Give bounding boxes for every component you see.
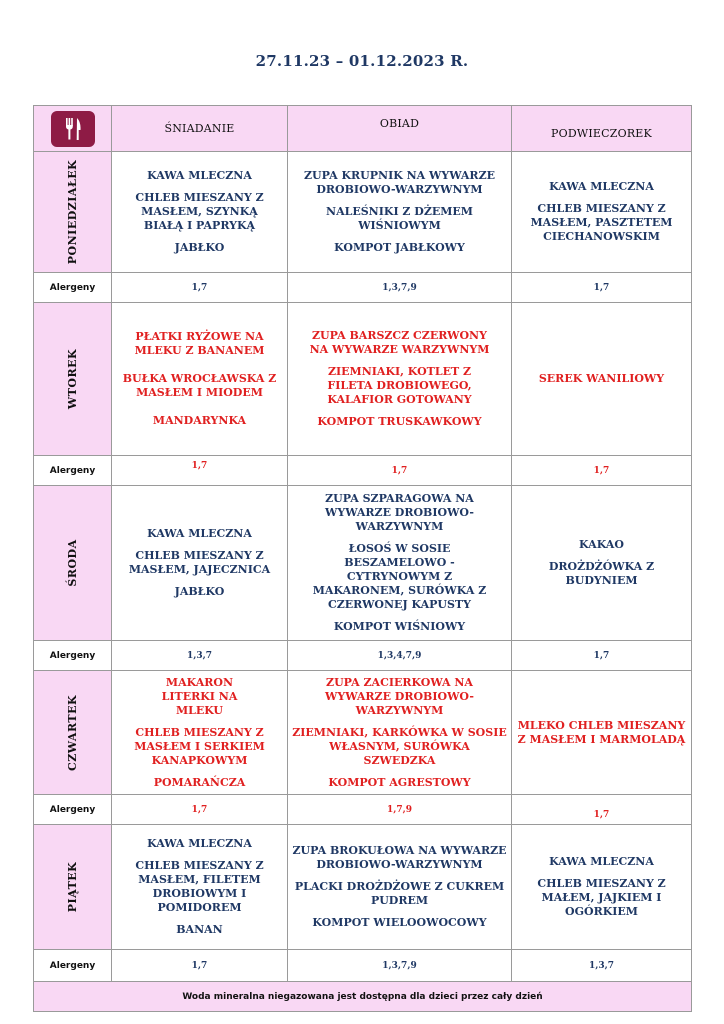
dish: BANAN	[176, 923, 223, 936]
dish: PŁATKI RYŻOWE NA MLEKU Z BANANEM	[134, 330, 265, 357]
header-snack	[512, 106, 692, 152]
logo-cell	[34, 106, 112, 152]
day-row-tuesday	[34, 303, 692, 456]
dish: CHLEB MIESZANY Z MASŁEM, JAJECZNICA	[128, 549, 271, 576]
day-row-friday	[34, 825, 692, 950]
lunch-cell	[288, 825, 512, 950]
dish: ZUPA ZACIERKOWA NA WYWARZE DROBIOWO-WARZYWNYM	[325, 675, 474, 717]
day-name: PIĄTEK	[65, 861, 79, 913]
snack-cell	[512, 152, 692, 273]
lunch-cell	[288, 303, 512, 456]
lunch-cell	[288, 152, 512, 273]
dish: KAKAO	[579, 538, 624, 551]
dish: CHLEB MIESZANY Z MASŁEM, SZYNKĄ BIAŁĄ I PAPRYKĄ	[135, 191, 264, 232]
allergens-label: Alergeny	[34, 641, 112, 671]
dish: CHLEB MIESZANY Z MASŁEM I SERKIEM KANAPKOWYM	[134, 725, 265, 767]
header-breakfast: ŚNIADANIE	[112, 106, 288, 152]
header-row	[34, 106, 692, 152]
allergens-row-tuesday	[34, 456, 692, 486]
header-snack-label: PODWIECZOREK	[551, 126, 652, 140]
snack-cell	[512, 671, 692, 795]
dish: KAWA MLECZNA	[549, 180, 654, 193]
page-title: 27.11.23 – 01.12.2023 R.	[255, 52, 469, 70]
allergens-breakfast: 1,7	[112, 950, 288, 982]
day-cell-friday	[34, 825, 112, 950]
header-lunch	[288, 106, 512, 152]
dish: KAWA MLECZNA	[549, 855, 654, 868]
allergens-value: 1,7	[593, 809, 610, 820]
allergens-lunch: 1,7	[288, 456, 512, 486]
day-cell-tuesday	[34, 303, 112, 456]
allergens-row-thursday	[34, 795, 692, 825]
header-lunch-label: OBIAD	[379, 116, 420, 130]
allergens-lunch: 1,3,7,9	[288, 950, 512, 982]
breakfast-cell	[112, 486, 288, 641]
menu-table	[33, 105, 692, 1012]
dish: CHLEB MIESZANY Z MASŁEM, PASZTETEM CIECHANOWSKIM	[530, 202, 673, 243]
dish: KAWA MLECZNA	[147, 169, 252, 182]
footer-row	[34, 982, 692, 1012]
snack-cell	[512, 825, 692, 950]
dish: KOMPOT JABŁKOWY	[334, 241, 465, 254]
allergens-breakfast: 1,3,7	[112, 641, 288, 671]
footer-note: Woda mineralna niegazowana jest dostępna dla dzieci przez cały dzień	[34, 982, 692, 1012]
dish: KOMPOT WIELOOWOCOWY	[312, 916, 487, 929]
dish: KAWA MLECZNA	[147, 837, 252, 850]
allergens-snack: 1,7	[512, 456, 692, 486]
breakfast-cell	[112, 825, 288, 950]
allergens-label: Alergeny	[34, 795, 112, 825]
dish: ZUPA SZPARAGOWA NA WYWARZE DROBIOWO-WARZYWNYM	[325, 492, 474, 533]
allergens-row-monday	[34, 273, 692, 303]
dish: BUŁKA WROCŁAWSKA Z MASŁEM I MIODEM	[122, 372, 277, 399]
allergens-snack: 1,3,7	[512, 950, 692, 982]
dish: JABŁKO	[174, 241, 225, 254]
allergens-lunch: 1,3,7,9	[288, 273, 512, 303]
dish: NALEŚNIKI Z DŻEMEM WIŚNIOWYM	[326, 205, 473, 232]
allergens-row-friday	[34, 950, 692, 982]
lunch-cell	[288, 671, 512, 795]
dish: MANDARYNKA	[152, 414, 247, 427]
allergens-label: Alergeny	[34, 950, 112, 982]
allergens-snack: 1,7	[512, 273, 692, 303]
day-name: PONIEDZIAŁEK	[65, 159, 79, 265]
day-name: ŚRODA	[65, 539, 79, 587]
day-name: CZWARTEK	[65, 694, 79, 771]
allergens-lunch: 1,7,9	[288, 795, 512, 825]
day-cell-wednesday	[34, 486, 112, 641]
allergens-value: 1,7	[191, 460, 208, 471]
dish: DROŻDŻÓWKA Z BUDYNIEM	[548, 560, 655, 587]
allergens-breakfast: 1,7	[112, 273, 288, 303]
breakfast-cell	[112, 152, 288, 273]
dish: KOMPOT TRUSKAWKOWY	[317, 415, 482, 428]
dish: PLACKI DROŻDŻOWE Z CUKREM PUDREM	[294, 880, 505, 907]
day-cell-thursday	[34, 671, 112, 795]
dish: JABŁKO	[174, 585, 225, 598]
fork-knife-icon	[51, 111, 95, 147]
allergens-breakfast: 1,7	[112, 795, 288, 825]
dish: SEREK WANILIOWY	[538, 372, 665, 385]
day-cell-monday	[34, 152, 112, 273]
lunch-cell	[288, 486, 512, 641]
snack-cell	[512, 303, 692, 456]
day-row-monday	[34, 152, 692, 273]
breakfast-cell	[112, 303, 288, 456]
dish: KOMPOT WIŚNIOWY	[333, 620, 466, 633]
dish: ZUPA BROKUŁOWA NA WYWARZE DROBIOWO-WARZYWNYM	[292, 844, 507, 871]
breakfast-cell	[112, 671, 288, 795]
allergens-breakfast	[112, 456, 288, 486]
dish: ZIEMNIAKI, KOTLET Z FILETA DROBIOWEGO, KALAFIOR GOTOWANY	[327, 365, 472, 406]
dish: POMARAŃCZA	[153, 775, 246, 789]
allergens-snack	[512, 795, 692, 825]
dish: MAKARON LITERKI NA MLEKU	[161, 675, 238, 717]
dish: CHLEB MIESZANY Z MASŁEM, FILETEM DROBIOWYM I POMIDOREM	[135, 859, 264, 914]
dish: ZUPA BARSZCZ CZERWONY NA WYWARZE WARZYWNYM	[309, 329, 490, 356]
day-name: WTOREK	[65, 348, 79, 410]
allergens-snack: 1,7	[512, 641, 692, 671]
dish: KAWA MLECZNA	[147, 527, 252, 540]
allergens-lunch: 1,3,4,7,9	[288, 641, 512, 671]
allergens-label: Alergeny	[34, 273, 112, 303]
day-row-wednesday	[34, 486, 692, 641]
day-row-thursday	[34, 671, 692, 795]
dish: MLEKO CHLEB MIESZANY Z MASŁEM I MARMOLADĄ	[517, 718, 686, 746]
allergens-row-wednesday	[34, 641, 692, 671]
dish: ZUPA KRUPNIK NA WYWARZE DROBIOWO-WARZYWNYM	[304, 169, 495, 196]
allergens-label: Alergeny	[34, 456, 112, 486]
dish: CHLEB MIESZANY Z MAŁEM, JAJKIEM I OGÓRKIEM	[537, 877, 666, 918]
snack-cell	[512, 486, 692, 641]
dish: ŁOSOŚ W SOSIE BESZAMELOWO - CYTRYNOWYM Z MAKARONEM, SURÓWKA Z CZERWONEJ KAPUSTY	[312, 542, 487, 611]
dish: ZIEMNIAKI, KARKÓWKA W SOSIE WŁASNYM, SURÓWKA SZWEDZKA	[292, 725, 507, 767]
dish: KOMPOT AGRESTOWY	[328, 775, 471, 789]
